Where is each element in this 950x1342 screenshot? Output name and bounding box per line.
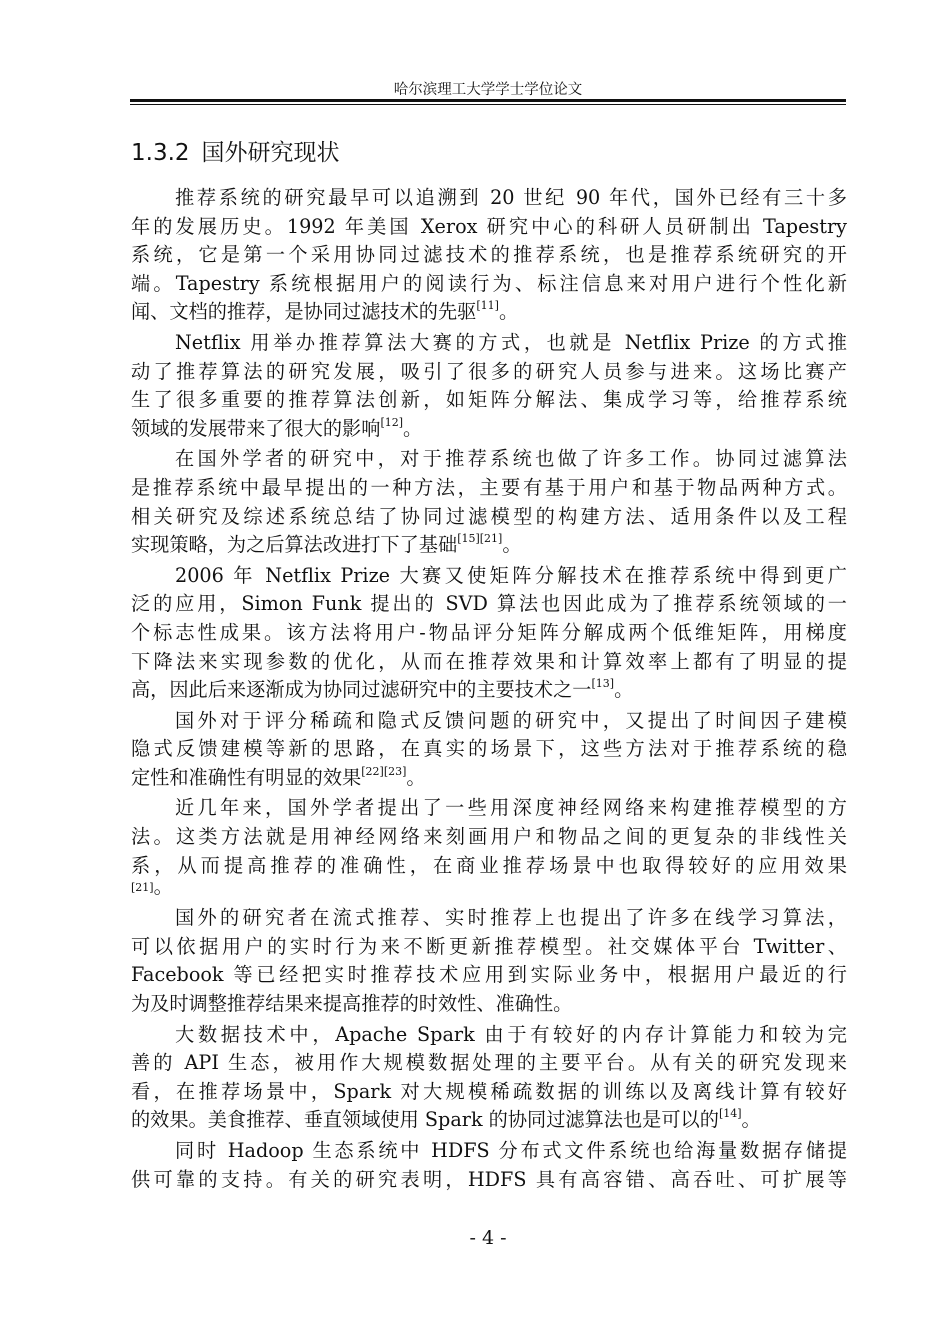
- text-line: 下降法来实现参数的优化，从而在推荐效果和计算效率上都有了明显的提: [131, 649, 847, 673]
- text-line-content: 领域的发展带来了很大的影响: [131, 416, 381, 440]
- paragraph: [131, 329, 847, 443]
- text-line: 国外对于评分稀疏和隐式反馈问题的研究中，又提出了时间因子建模: [175, 708, 847, 732]
- sentence-end: 。: [498, 300, 519, 324]
- text-line: 法。这类方法就是用神经网络来刻画用户和物品之间的更复杂的非线性关: [131, 825, 847, 849]
- sentence-end: 。: [502, 533, 522, 557]
- paragraph: [131, 707, 847, 793]
- text-line: 个标志性成果。该方法将用户-物品评分矩阵分解成两个低维矩阵，用梯度: [131, 620, 847, 644]
- section-title: 国外研究现状: [201, 140, 340, 166]
- text-line: 动了推荐算法的研究发展，吸引了很多的研究人员参与进来。这场比赛产: [131, 359, 847, 383]
- sentence-end: 。: [153, 875, 173, 899]
- text-line: 系统，它是第一个采用协同过滤技术的推荐系统，也是推荐系统研究的开: [131, 243, 847, 267]
- citation: [22][23]: [361, 764, 407, 778]
- page-header-title: 哈尔滨理工大学学士学位论文: [393, 82, 583, 98]
- text-line: 大数据技术中，Apache Spark 由于有较好的内存计算能力和较为完: [175, 1022, 847, 1046]
- text-line: 年的发展历史。1992 年美国 Xerox 研究中心的科研人员研制出 Tapestry: [131, 214, 847, 238]
- text-line: 泛的应用，Simon Funk 提出的 SVD 算法也因此成为了推荐系统领域的一: [131, 592, 847, 616]
- text-line: 隐式反馈建模等新的思路，在真实的场景下，这些方法对于推荐系统的稳: [131, 737, 847, 761]
- text-line-content: 定性和准确性有明显的效果: [131, 765, 362, 789]
- paragraph: [131, 1021, 847, 1135]
- text-line: 国外的研究者在流式推荐、实时推荐上也提出了许多在线学习算法，: [175, 906, 847, 930]
- text-line-last: [131, 415, 847, 444]
- paragraph: [131, 562, 847, 705]
- text-line-last: [131, 1106, 847, 1135]
- text-line: Netflix 用举办推荐算法大赛的方式，也就是 Netflix Prize 的方式推: [175, 330, 847, 354]
- section-number: 1.3.2: [131, 140, 190, 166]
- text-line-last: [131, 875, 847, 902]
- paragraph: [131, 445, 847, 559]
- text-line: 供可靠的支持。有关的研究表明，HDFS 具有高容错、高吞吐、可扩展等: [131, 1167, 847, 1191]
- text-line: 推荐系统的研究最早可以追溯到 20 世纪 90 年代，国外已经有三十多: [175, 186, 847, 209]
- text-line: 同时 Hadoop 生态系统中 HDFS 分布式文件系统也给海量数据存储提: [175, 1139, 847, 1162]
- text-line: Facebook 等已经把实时推荐技术应用到实际业务中，根据用户最近的行: [131, 963, 847, 987]
- text-line: 看，在推荐场景中，Spark 对大规模稀疏数据的训练以及离线计算有较好: [131, 1079, 847, 1103]
- text-line: 相关研究及综述系统总结了协同过滤模型的构建方法、适用条件以及工程: [131, 504, 847, 528]
- text-line: 在国外学者的研究中，对于推荐系统也做了许多工作。协同过滤算法: [175, 447, 847, 471]
- sentence-end: 。: [403, 416, 423, 440]
- paragraph: [131, 1137, 847, 1194]
- sentence-end: 。: [406, 765, 426, 789]
- text-line-last: [131, 298, 847, 327]
- sentence-end: 。: [741, 1108, 761, 1132]
- text-line-last: [131, 531, 847, 560]
- text-line-content: 闻、文档的推荐，是协同过滤技术的先驱: [131, 300, 477, 324]
- text-line: 是推荐系统中最早提出的一种方法，主要有基于用户和基于物品两种方式。: [131, 475, 847, 499]
- text-line: 端。Tapestry 系统根据用户的阅读行为、标注信息来对用户进行个性化新: [131, 271, 847, 295]
- section-heading: [131, 134, 340, 167]
- citation: [21]: [131, 881, 154, 895]
- text-line: 善的 API 生态，被用作大规模数据处理的主要平台。从有关的研究发现来: [131, 1051, 847, 1075]
- citation: [13]: [591, 677, 615, 691]
- paragraph: [131, 904, 847, 1018]
- text-line-last: [131, 764, 847, 793]
- text-line-content: 高，因此后来逐渐成为协同过滤研究中的主要技术之一: [131, 678, 592, 702]
- sentence-end: 。: [614, 678, 634, 702]
- header-rule-thin: [130, 104, 846, 105]
- text-line-content: 的效果。美食推荐、垂直领域使用 Spark 的协同过滤算法也是可以的: [131, 1108, 719, 1132]
- header-rule-thick: [130, 99, 846, 102]
- page-number: - 4 -: [469, 1227, 507, 1249]
- text-line: 系，从而提高推荐的准确性，在商业推荐场景中也取得较好的应用效果: [131, 853, 847, 877]
- text-line: 生了很多重要的推荐算法创新，如矩阵分解法、集成学习等，给推荐系统: [131, 388, 847, 412]
- citation: [12]: [380, 415, 404, 429]
- text-line: 为及时调整推荐结果来提高推荐的时效性、准确性。: [131, 992, 573, 1016]
- text-line-content: 实现策略，为之后算法改进打下了基础: [131, 533, 458, 557]
- text-line: 近几年来，国外学者提出了一些用深度神经网络来构建推荐模型的方: [175, 796, 847, 820]
- text-line: 可以依据用户的实时行为来不断更新推荐模型。社交媒体平台 Twitter、: [131, 934, 847, 958]
- paragraph: [131, 184, 847, 327]
- text-line-last: [131, 676, 847, 705]
- body-text: [131, 184, 847, 1196]
- paragraph: [131, 794, 847, 902]
- citation: [14]: [718, 1107, 742, 1121]
- citation: [11]: [476, 299, 499, 313]
- text-line: 2006 年 Netflix Prize 大赛又使矩阵分解技术在推荐系统中得到更广: [175, 563, 847, 587]
- citation: [15][21]: [457, 532, 503, 546]
